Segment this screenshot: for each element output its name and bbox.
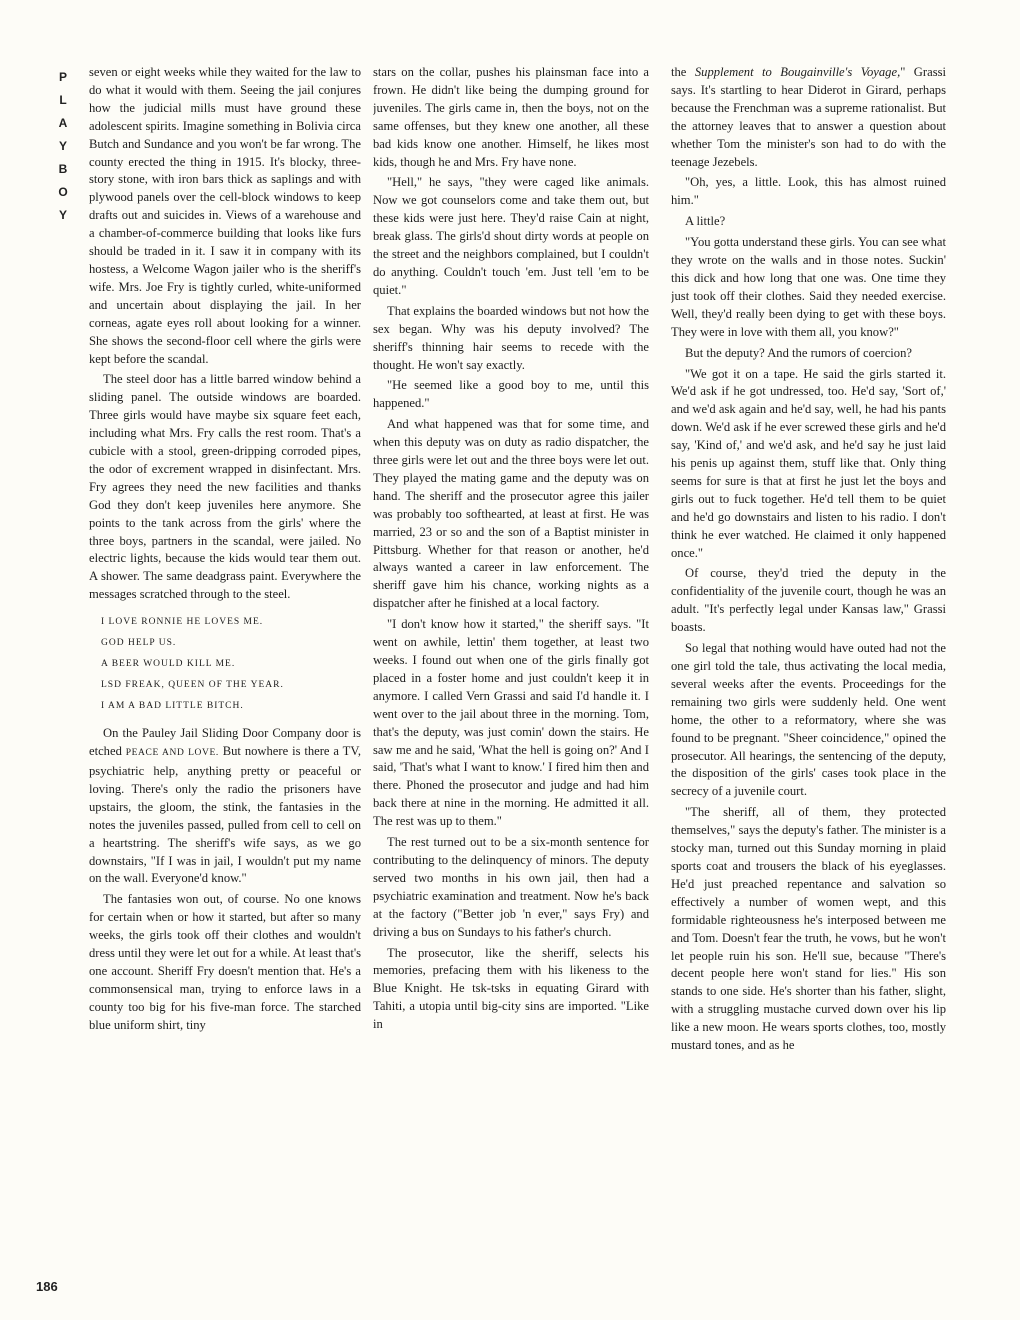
paragraph: The fantasies won out, of course. No one knows for certain when or how it started, but after so many weeks, the girls took off their clothes and wouldn't dress until they were let out for a while. At least that's one account. Sheriff Fry doesn't mention that. He's a commonsensical man, trying to enforce laws in a county too big for his five-man force. The starched blue uniform shirt, tiny [89, 892, 361, 1032]
paragraph: seven or eight weeks while they waited for the law to do what it would with them. Seeing the jail conjures how the judicial mills must have ground these adolescent spirits. Imagine something in Bolivia circa Butch and Sundance and you won't be far wrong. The county erected the thing in 1915. It's blocky, three-story stone, with iron bars thick as saplings and with plywood panels over the cell-block windows to keep drafts out and suicides in. Views of a warehouse and a chamber-of-commerce building that looks like furs should be traded in it. I saw it in company with its hostess, a Welcome Wagon jailer who is the sheriff's wife. Mrs. Joe Fry is tightly curled, white-uniformed and uncertain about displaying the jail. In her corneas, agate eyes roll about looking for a winner. She shows the second-floor cell where the girls were kept before the scandal. [89, 65, 361, 366]
logo-letter: B [58, 162, 68, 176]
etched-text: PEACE AND LOVE. [125, 748, 219, 759]
column-1 [89, 64, 361, 1304]
logo-letter: O [58, 185, 68, 199]
paragraph: The steel door has a little barred window behind a sliding panel. The outside windows are boarded. Three girls would have maybe six square feet each, including what Mrs. Fry calls the rest room. That's a cubicle with a stool, green-dripping corroded pipes, the odor of excrement wrapped in disinfectant. Mrs. Fry agrees they need the new facilities and thanks God they don't keep juveniles here anymore. She points to the tank across from the girls' where the three boys, partners in the scandal, were jailed. No electric lights, because the kids would tear them out. A shower. The same deadgrass paint. Everywhere the messages scratched through to the steel. [89, 372, 361, 602]
paragraph: "He seemed like a good boy to me, until this happened." [373, 378, 649, 411]
wall-messages [101, 612, 361, 717]
logo-letter: P [58, 70, 67, 84]
text-run: " Grassi says. It's startling to hear Diderot in Girard, perhaps because the Frenchman was a supreme rationalist. But the attorney leaves that to answer a question about whether Tom the minister's son had to do with the teenage Jezebels. [671, 65, 946, 169]
paragraph: The rest turned out to be a six-month sentence for contributing to the delinquency of minors. The deputy served two months in his own jail, then had a psychiatric examination and treatment. Now he's back at the factory ("Better job 'n ever," says Fry) and driving a bus on Sundays to his father's church. [373, 835, 649, 939]
text-run: But nowhere is there a TV, psychiatric help, anything pretty or peaceful or loving. There's only the radio the prisoners have upstairs, the gloom, the stink, the fantasies in the notes the juveniles passed, pulled from cell to cell on a heartstring. The sheriff's wife says, as we go downstairs, "If I was in jail, I wouldn't put my name on the wall. Everyone'd know." [89, 744, 361, 886]
paragraph: "You gotta understand these girls. You can see what they wrote on the walls and in those notes. Suckin' this dick and how long that one was. One time they just took off their clothes. Said they needed exercise. Well, they'd really been dying to get with these boys. They were in love with them all, you know?" [671, 235, 946, 339]
logo-letter: Y [58, 208, 67, 222]
column-2 [373, 64, 649, 1304]
paragraph [671, 64, 946, 171]
magazine-logo [54, 66, 72, 227]
book-title: Supplement to Bougainville's Voyage, [694, 65, 901, 79]
paragraph: stars on the collar, pushes his plainsman face into a frown. He didn't like being the dumping ground for juveniles. The girls came in, then the boys, not on the same offenses, but they knew one another, all these bad kids know one another. Himself, he likes most kids, though he and Mrs. Fry have none. [373, 65, 649, 169]
wall-message: I AM A BAD LITTLE BITCH. [101, 701, 244, 712]
paragraph: "The sheriff, all of them, they protected themselves," says the deputy's father. The minister is a stocky man, turned out this Sunday morning in plaid sports coat and trousers the black of his eyeglasses. He'd just preached repentance and salvation so effectively a number of women wept, and this formidable righteousness he's interposed between me and Tom. Doesn't fear the truth, he vows, but he won't let people ruin his son. He'll sue, because "There's decent people here won't stand for lies." His son stands to one side. He's shorter than his father, slight, with a struggling mustache curved down over his lip like a new moon. He wears sports clothes, too, mostly mustard tones, and as he [671, 805, 946, 1053]
paragraph: A little? [685, 214, 726, 229]
logo-letter: L [59, 93, 67, 107]
paragraph: The prosecutor, like the sheriff, selects his memories, prefacing them with his likeness to the Blue Knight. He tsk-tsks in equating Girard with Tahiti, a utopia until big-city sins are imported. "Like in [373, 945, 649, 1032]
logo-letter: Y [58, 139, 67, 153]
paragraph: "Oh, yes, a little. Look, this has almost ruined him." [671, 175, 946, 208]
wall-message: A BEER WOULD KILL ME. [101, 659, 236, 670]
text-run: On the Pauley Jail Sliding Door Company door is etched [89, 726, 361, 759]
paragraph: "We got it on a tape. He said the girls started it. We'd ask if he got undressed, too. He'd say, 'Sort of,' and we'd ask again and he'd say, well, he had his pants down. We'd ask if he ever screwed these girls and he'd say, 'Kind of,' and we'd ask, and he'd say he just laid his penis up against them, stuff like that. Only thing seems for sure is that at first he just let the boys and girls out to fuck together. He'd tell them to be quiet and he'd go downstairs and listen to his radio. I don't think he ever watched. He claimed it only happened once." [671, 366, 946, 560]
paragraph: Of course, they'd tried the deputy in the confidentiality of the juvenile court, though he was an adult. "It's perfectly legal under Kansas law," Grassi boasts. [671, 566, 946, 635]
wall-message: I LOVE RONNIE HE LOVES ME. [101, 617, 264, 628]
paragraph: "Hell," he says, "they were caged like animals. Now we got counselors come and take them out, but these kids were just here. They'd raise Cain at night, break glass. The girls'd shout dirty words at people on the street and the neighbors complained, but I couldn't do anything. Couldn't touch 'em. Just tell 'em to be quiet." [373, 175, 649, 297]
wall-message: GOD HELP US. [101, 638, 177, 649]
logo-letter: A [58, 116, 68, 130]
page-number: 186 [36, 1279, 58, 1294]
paragraph: But the deputy? And the rumors of coercion? [685, 345, 912, 360]
paragraph [89, 725, 361, 888]
paragraph: So legal that nothing would have outed had not the one girl told the tale, thus activating the local media, several weeks after the events. Proceedings for the remaining two girls were suddenly held. One went home, the other to a reformatory, where she was found to be pregnant. "Sheer coincidence," opined the prosecutor. All hearings, the sentencing of the deputy, the disposition of the girls' cases took place in the secrecy of a juvenile court. [671, 641, 946, 799]
column-3 [671, 64, 946, 1304]
paragraph: And what happened was that for some time, and when this deputy was on duty as radio dispatcher, the three girls were let out and the three boys were let out. They played the mating game and the deputy was on hand. The sheriff and the prosecutor agree this jailer was probably too softhearted, at least at first. He was married, 23 or so and the son of a Baptist minister in Pittsburg. Whether for that reason or another, he'd always wanted a career in law enforcement. The sheriff gave him his chance, working nights as a dispatcher after he finished at a local factory. [373, 417, 649, 611]
wall-message: LSD FREAK, QUEEN OF THE YEAR. [101, 680, 284, 691]
paragraph: That explains the boarded windows but not how the sex began. Why was his deputy involved? The sheriff's thinning hair seems to recede with the thought. He won't say exactly. [373, 303, 649, 372]
paragraph: "I don't know how it started," the sheriff says. "It went on awhile, lettin' them together, at least two weeks. I found out when one of the girls finally got placed in a foster home and just couldn't keep it in anymore. I called Vern Grassi and said I'd handle it. I went over to the jail about three in the morning. Tom, that's the deputy, was just comin' down the stairs. He saw me and he said, 'What the hell is going on?' And I said, 'That's what I want to know.' I fired him then and there. Phoned the prosecutor and judge and had him back there at nine in the morning. He admitted it all. The rest was up to them." [373, 617, 649, 829]
text-run: the [671, 65, 687, 79]
